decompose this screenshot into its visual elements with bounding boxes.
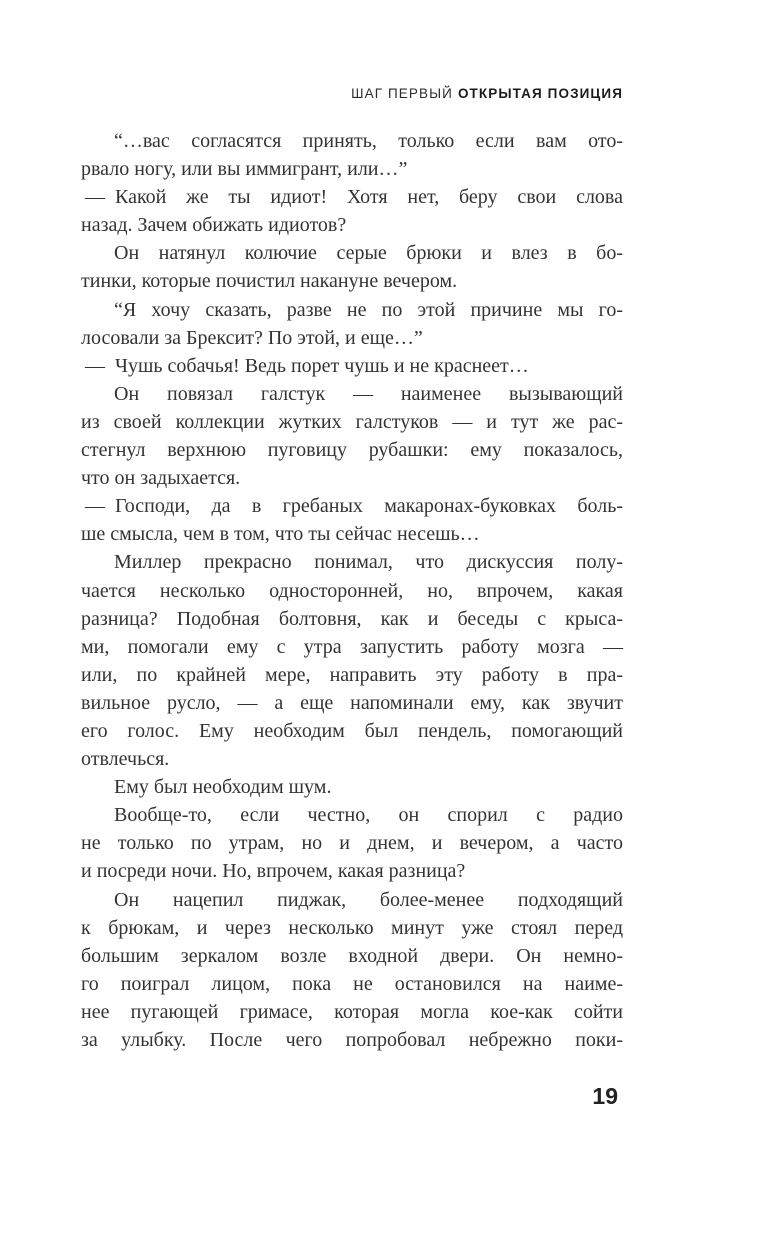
text-line: ше смысла, чем в том, что ты сейчас несешь… (81, 523, 480, 546)
text-line: большим зеркалом возле входной двери. Он немно- (81, 944, 623, 967)
text-line: из своей коллекции жутких галстуков — и тут же рас- (81, 410, 623, 433)
text-line: к брюкам, и через несколько минут уже стоял перед (81, 916, 623, 939)
text-line: Он натянул колючие серые брюки и влез в бо- (114, 242, 623, 265)
text-line: ми, помогали ему с утра запустить работу мозга — (81, 635, 623, 658)
text-line: Миллер прекрасно понимал, что дискуссия полу- (114, 551, 623, 574)
text-line: не только по утрам, но и днем, и вечером, а часто (81, 832, 623, 855)
text-line: стегнул верхнюю пуговицу рубашки: ему показалось, (81, 439, 623, 462)
text-line: го поиграл лицом, пока не остановился на наиме- (81, 972, 623, 995)
text-line: что он задыхается. (81, 467, 241, 490)
text-line: “…вас согласятся принять, только если вам ото- (114, 130, 623, 152)
text-line: нее пугающей гримасе, которая могла кое-как сойти (81, 1000, 623, 1023)
text-line: Он нацепил пиджак, более-менее подходящий (114, 888, 623, 911)
text-line: чается несколько односторонней, но, впрочем, какая (81, 579, 623, 602)
text-line: отвлечься. (81, 748, 170, 771)
running-head-section: ШАГ ПЕРВЫЙ (351, 86, 453, 101)
text-line: и посреди ночи. Но, впрочем, какая разница? (81, 860, 466, 883)
body-text (81, 127, 623, 1054)
text-line: рвало ногу, или вы иммигрант, или…” (81, 158, 408, 181)
running-head-title: ОТКРЫТАЯ ПОЗИЦИЯ (457, 86, 623, 101)
text-line: — Какой же ты идиот! Хотя нет, беру свои слова (85, 186, 623, 209)
text-line: Он повязал галстук — наименее вызывающий (114, 382, 623, 405)
text-line: Ему был необходим шум. (114, 776, 332, 799)
text-line: вильное русло, — а еще напоминали ему, как звучит (81, 691, 623, 714)
text-line: его голос. Ему необходим был пендель, помогающий (81, 719, 623, 742)
text-line: или, по крайней мере, направить эту работу в пра- (81, 663, 623, 686)
text-line: разница? Подобная болтовня, как и беседы с крыса- (81, 607, 623, 630)
page-number: 19 (592, 1083, 618, 1109)
text-line: тинки, которые почистил накануне вечером. (81, 270, 458, 293)
text-line: лосовали за Брексит? По этой, и еще…” (81, 326, 423, 349)
running-head (351, 86, 623, 101)
text-line: за улыбку. После чего попробовал небрежно поки- (81, 1029, 623, 1051)
text-line: — Господи, да в гребаных макаронах-буковках боль- (85, 495, 623, 518)
text-line: — Чушь собачья! Ведь порет чушь и не краснеет… (85, 354, 529, 377)
text-line: “Я хочу сказать, разве не по этой причине мы го- (114, 298, 623, 321)
text-line: Вообще-то, если честно, он спорил с радио (114, 804, 623, 827)
text-line: назад. Зачем обижать идиотов? (81, 214, 347, 237)
